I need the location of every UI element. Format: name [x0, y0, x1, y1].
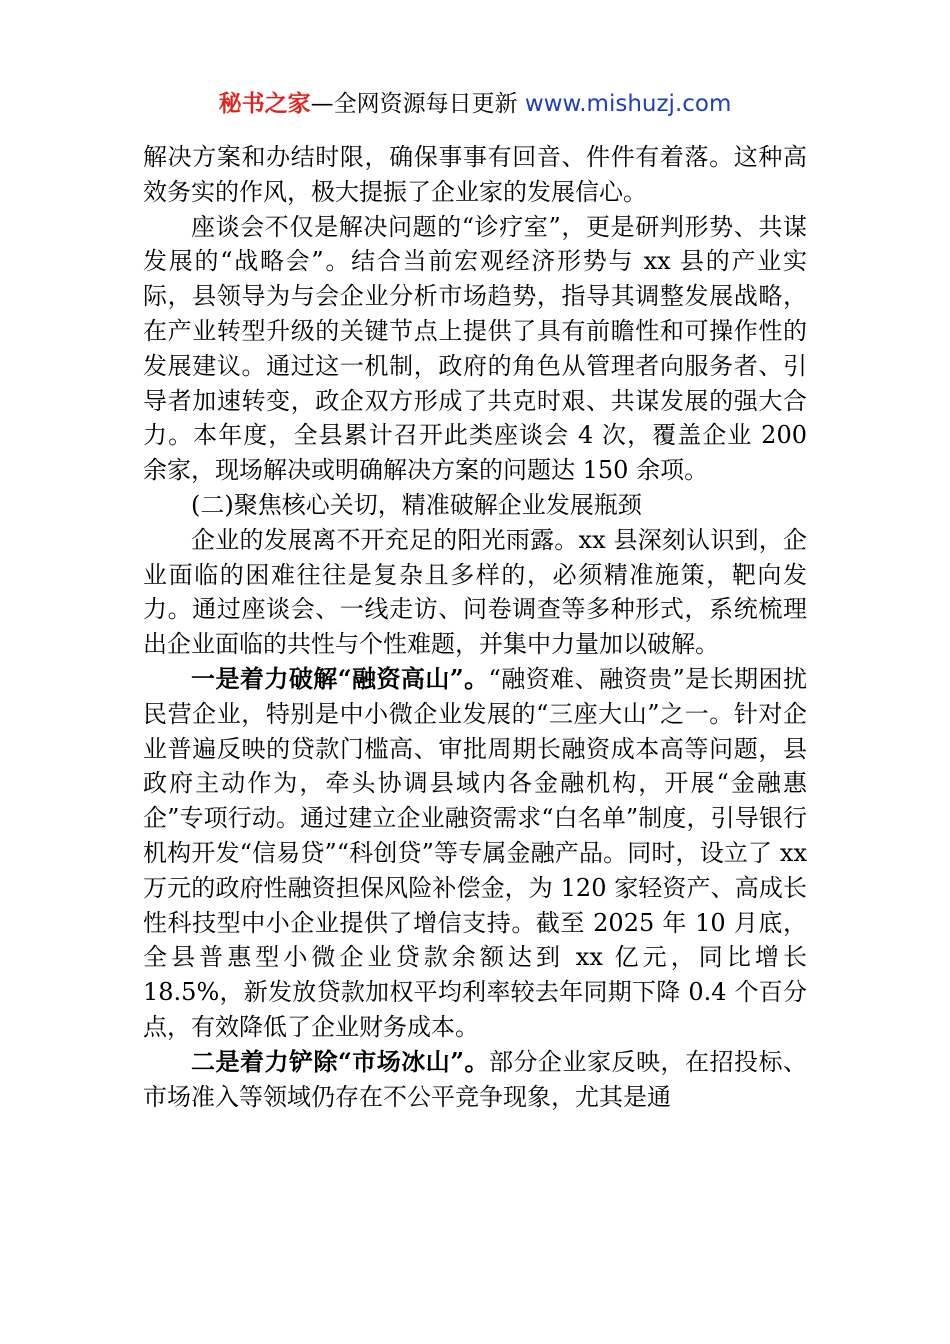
market-body: 部分企业家反映，在招投标、市场准入等领域仍存在不公平竞争现象，尤其是通 — [143, 1047, 808, 1111]
paragraph-continuation: 解决方案和办结时限，确保事事有回音、件件有着落。这种高效务实的作风，极大提振了企业家的发展信心。 — [143, 143, 807, 206]
paragraph-financing — [143, 662, 807, 1045]
header-tagline: —全网资源每日更新 — [310, 91, 518, 117]
paragraph-symposium: 座谈会不仅是解决问题的“诊疗室”，更是研判形势、共谋发展的“战略会”。结合当前宏观经济形势与 xx 县的产业实际，县领导为与会企业分析市场趋势，指导其调整发展战略，在产业转型升级的关键节点上提供了具有前瞻性和可操作性的发展建议。通过这一机制，政府的角色从管理者向服务者、引导者加速转变，政企双方形成了共克时艰、共谋发展的强大合力。本年度，全县累计召开此类座谈会 4 次，覆盖企业 200 余家，现场解决或明确解决方案的问题达 150 余项。 — [143, 212, 807, 485]
paragraph-core-concerns: 企业的发展离不开充足的阳光雨露。xx 县深刻认识到，企业面临的困难往往是复杂且多样的，必须精准施策，靶向发力。通过座谈会、一线走访、问卷调查等多种形式，系统梳理出企业面临的共性与个性难题，并集中力量加以破解。 — [143, 525, 807, 659]
brand-name: 秘书之家 — [218, 91, 311, 117]
document-body — [143, 140, 807, 1114]
financing-body: “融资难、融资贵”是长期困扰民营企业，特别是中小微企业发展的“三座大山”之一。针对企业普遍反映的贷款门槛高、审批周期长融资成本高等问题，县政府主动作为，牵头协调县域内各金融机构，开展“金融惠企”专项行动。通过建立企业融资需求“白名单”制度，引导银行机构开发“信易贷”“科创贷”等专属金融产品。同时，设立了 xx 万元的政府性融资担保风险补偿金，为 120 家轻资产、高成长性科技型中小企业提供了增信支持。截至 2025 年 10 月底，全县普惠型小微企业贷款余额达到 xx 亿元，同比增长 18.5%，新发放贷款加权平均利率较去年同期下降 0.4 个百分点，有效降低了企业财务成本。 — [143, 664, 807, 1041]
page-header — [0, 88, 950, 120]
section-heading: (二)聚焦核心关切，精准破解企业发展瓶颈 — [191, 490, 642, 519]
paragraph-market — [143, 1045, 807, 1115]
site-url[interactable]: www.mishuzj.com — [524, 91, 732, 117]
market-lead: 二是着力铲除“市场冰山”。 — [191, 1046, 490, 1076]
financing-lead: 一是着力破解“融资高山”。 — [191, 663, 489, 693]
